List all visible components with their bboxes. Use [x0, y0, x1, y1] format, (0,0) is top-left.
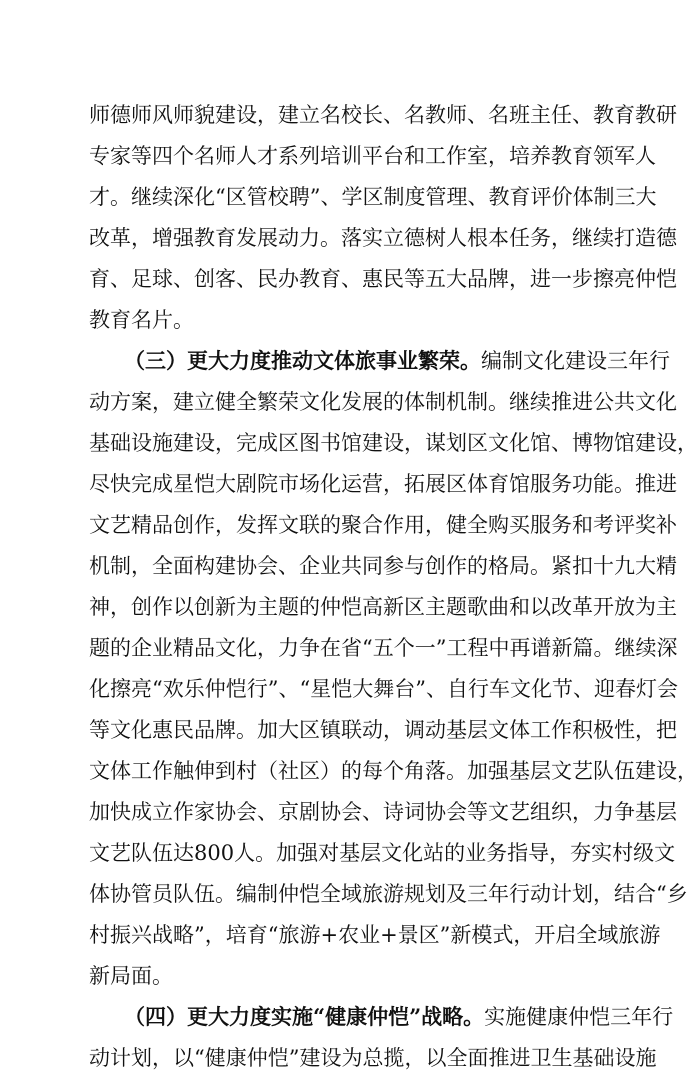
text-line: 文艺队伍达800人。加强对基层文化站的业务指导，夯实村级文 [89, 841, 676, 865]
text-line: 神，创作以创新为主题的仲恺高新区主题歌曲和以改革开放为主 [89, 595, 677, 619]
text-line: 教育名片。 [89, 308, 194, 332]
text-line: 机制，全面构建协会、企业共同参与创作的格局。紧扣十九大精 [89, 554, 677, 578]
section-4-first-line-text: 实施健康仲恺三年行 [484, 1005, 674, 1029]
section-4-heading: （四）更大力度实施“健康仲恺”战略。 [124, 1004, 485, 1029]
section-3-first-line [124, 342, 670, 380]
text-line: 化擦亮“欢乐仲恺行”、“星恺大舞台”、自行车文化节、迎春灯会 [89, 677, 678, 701]
text-line: 文体工作触伸到村（社区）的每个角落。加强基层文艺队伍建设， [89, 759, 698, 783]
section-3-first-line-text: 编制文化建设三年行 [481, 349, 670, 373]
text-line: 体协管员队伍。编制仲恺全域旅游规划及三年行动计划，结合“乡 [89, 882, 688, 906]
text-line: 村振兴战略”，培育“旅游+农业+景区”新模式，开启全域旅游 [89, 923, 661, 947]
text-line: 尽快完成星恺大剧院市场化运营，拓展区体育馆服务功能。推进 [89, 472, 677, 496]
text-line: 基础设施建设，完成区图书馆建设，谋划区文化馆、博物馆建设， [89, 431, 698, 455]
text-line: 题的企业精品文化，力争在省“五个一”工程中再谱新篇。继续深 [89, 636, 678, 660]
section-4-first-line [124, 998, 674, 1036]
text-line: 才。继续深化“区管校聘”、学区制度管理、教育评价体制三大 [89, 185, 657, 209]
text-line: 育、足球、创客、民办教育、惠民等五大品牌，进一步擦亮仲恺 [89, 267, 677, 291]
text-line: 动方案，建立健全繁荣文化发展的体制机制。继续推进公共文化 [89, 390, 677, 414]
text-line: 加快成立作家协会、京剧协会、诗词协会等文艺组织，力争基层 [89, 800, 677, 824]
text-line: 专家等四个名师人才系列培训平台和工作室，培养教育领军人 [89, 144, 656, 168]
text-line: 新局面。 [89, 964, 173, 988]
text-line: 师德师风师貌建设，建立名校长、名教师、名班主任、教育教研 [89, 103, 677, 127]
text-line: 改革，增强教育发展动力。落实立德树人根本任务，继续打造德 [89, 226, 677, 250]
text-line: 动计划，以“健康仲恺”建设为总揽，以全面推进卫生基础设施 [89, 1046, 657, 1070]
text-line: 等文化惠民品牌。加大区镇联动，调动基层文体工作积极性，把 [89, 718, 677, 742]
section-3-heading: （三）更大力度推动文体旅事业繁荣。 [124, 348, 481, 373]
text-line: 文艺精品创作，发挥文联的聚合作用，健全购买服务和考评奖补 [89, 513, 677, 537]
